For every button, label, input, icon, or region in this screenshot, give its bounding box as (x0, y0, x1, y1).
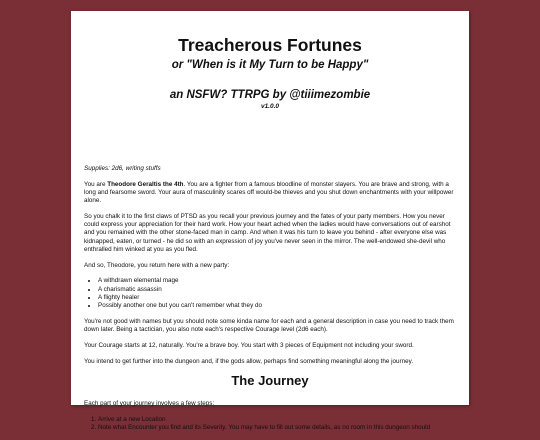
journey-steps-list (84, 416, 456, 432)
party-member: • A withdrawn elemental mage (98, 277, 456, 285)
character-name: Theodore Geraltis the 4th (107, 180, 184, 188)
party-member: • A charismatic assassin (98, 286, 456, 294)
intro-paragraph-6: You intend to get further into the dungeon and, if the gods allow, perhaps find something meaningful along the journey. (84, 357, 414, 365)
body-text (84, 165, 456, 440)
journey-step: 1. Arrive at a new Location (98, 416, 456, 424)
intro-paragraph-2: So you chalk it to the first claws of PTSD as you recall your previous journey and the fates of your party members. How you never could express your appreciation for their hard work. How your heart ached when the ladies would have conversations out of earshot and you remained with the other stone-faced man in camp. And when it was his turn to leave you behind - after everyone else was kidnapped, eaten, or turned - he did so with an expression of joy you've never seen in the mirror. The well-endowed she-devil who enthralled him winked at you as you fled. (84, 213, 451, 253)
intro-paragraph-1 (84, 181, 456, 206)
intro-p1-pre: You are (84, 180, 108, 188)
version-label: v1.0.0 (260, 103, 280, 110)
page-title: Treacherous Fortunes (178, 35, 362, 55)
author-tagline: an NSFW? TTRPG by @tiiimezombie (169, 89, 371, 101)
section-heading-journey: The Journey (231, 373, 309, 389)
document-page (71, 11, 469, 432)
intro-p1-post: . You are a fighter from a famous bloodline of monster slayers. You are brave and strong, with a long and fearsome sword. Your aura of masculinity scares off would-be thieves and you shut down enchantments with your willpower alone. (84, 180, 454, 205)
journey-paragraph-1: Each part of your journey involves a few steps: (84, 400, 215, 408)
party-member: • Possibly another one but you can't remember what they do (98, 302, 456, 310)
journey-step: 2. Note what Encounter you find and its Severity. You may have to fill out some details, as no room in this dungeon should (98, 424, 456, 432)
party-list (84, 277, 456, 310)
party-member: • A flighty healer (98, 294, 456, 302)
supplies-line: Supplies: 2d6, writing stuffs (84, 165, 161, 172)
intro-paragraph-3: And so, Theodore, you return here with a new party: (84, 261, 230, 269)
page-subtitle: or "When is it My Turn to be Happy" (171, 59, 369, 71)
intro-paragraph-5: Your Courage starts at 12, naturally. You're a brave boy. You start with 3 pieces of Equipment not including your sword. (84, 341, 414, 349)
intro-paragraph-4: You're not good with names but you should note some kinda name for each and a general description in case you need to track them down later. Being a tactician, you also note each's respective Courage level (2d6 each). (84, 317, 454, 334)
